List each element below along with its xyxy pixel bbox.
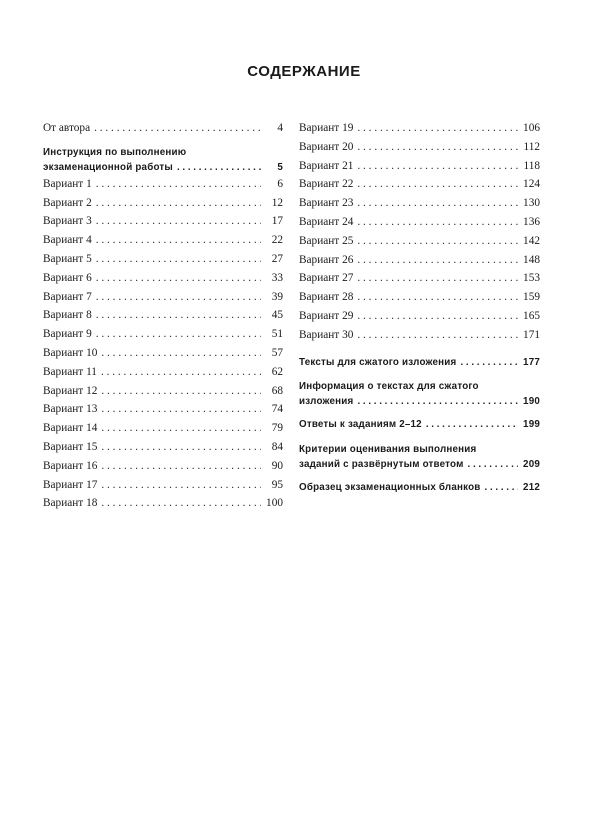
toc-entry-page: 17 — [271, 215, 283, 228]
toc-entry-label-line2: изложения — [299, 396, 354, 408]
toc-entry-variant[interactable] — [299, 119, 540, 138]
toc-entry-page: 118 — [523, 159, 540, 172]
toc-entry-label: Вариант 5 — [43, 252, 92, 265]
toc-entry[interactable] — [299, 416, 540, 435]
toc-entry-page: 39 — [271, 290, 283, 303]
toc-entry-page: 51 — [271, 328, 283, 341]
toc-entry-page: 165 — [523, 309, 540, 322]
toc-entry-page: 106 — [523, 122, 540, 134]
dot-leader — [357, 138, 518, 157]
toc-entry-label: От автора — [43, 122, 91, 134]
toc-entry-label: Вариант 28 — [299, 291, 354, 304]
toc-entry-label: Вариант 29 — [299, 309, 354, 322]
toc-entry-variant[interactable] — [43, 382, 283, 401]
toc-entry-page: 90 — [271, 459, 283, 472]
dot-leader — [357, 288, 518, 307]
dot-leader — [96, 194, 261, 213]
toc-entry[interactable] — [299, 479, 540, 498]
toc-entry-page: 62 — [271, 365, 283, 378]
toc-entry-variant[interactable] — [43, 175, 283, 194]
toc-entry-page: 199 — [523, 419, 540, 431]
toc-left-column — [43, 119, 283, 513]
toc-entry-label-line1: Информация о текстах для сжатого — [299, 381, 479, 393]
toc-entry-variant[interactable] — [43, 250, 283, 269]
toc-entry-variant[interactable] — [43, 438, 283, 457]
dot-leader — [96, 288, 261, 307]
toc-entry-label: Вариант 30 — [299, 328, 354, 341]
toc-entry-label: Тексты для сжатого изложения — [299, 356, 457, 368]
dot-leader — [177, 160, 261, 175]
toc-entry-label: Вариант 6 — [43, 271, 92, 284]
toc-entry-page: 212 — [523, 482, 540, 494]
toc-entry-label: Вариант 24 — [299, 215, 354, 228]
toc-entry[interactable] — [299, 354, 540, 373]
toc-entry-page: 100 — [266, 497, 283, 510]
dot-leader — [357, 194, 518, 213]
toc-entry-variant[interactable] — [43, 344, 283, 363]
toc-entry-variant[interactable] — [43, 194, 283, 213]
dot-leader — [357, 269, 518, 288]
dot-leader — [96, 325, 261, 344]
toc-entry-label: Вариант 3 — [43, 215, 92, 228]
toc-entry-page: 68 — [271, 384, 283, 397]
toc-entry-label: Вариант 25 — [299, 234, 354, 247]
toc-entry-page: 148 — [523, 253, 540, 266]
toc-entry-variant[interactable] — [299, 213, 540, 232]
toc-entry-label-line2: заданий с развёрнутым ответом — [299, 459, 464, 471]
dot-leader — [357, 175, 518, 194]
toc-entry-variant[interactable] — [299, 175, 540, 194]
toc-entry-label: Вариант 12 — [43, 384, 98, 397]
toc-entry-label: Вариант 2 — [43, 196, 92, 209]
toc-entry-page: 95 — [271, 478, 283, 491]
toc-entry-variant[interactable] — [43, 306, 283, 325]
toc-entry-variant[interactable] — [299, 194, 540, 213]
toc-entry-variant[interactable] — [299, 326, 540, 345]
page-title: СОДЕРЖАНИЕ — [247, 63, 361, 80]
toc-entry-label-line2: экзаменационной работы — [43, 161, 173, 173]
toc-entry-page: 159 — [523, 291, 540, 304]
toc-entry-variant[interactable] — [43, 494, 283, 513]
dot-leader — [101, 494, 261, 513]
toc-entry-variant[interactable] — [43, 288, 283, 307]
toc-entry[interactable] — [43, 119, 283, 138]
toc-entry-page: 84 — [271, 440, 283, 453]
toc-entry-page: 45 — [271, 309, 283, 322]
toc-entry[interactable] — [299, 379, 540, 409]
toc-entry-label: Вариант 16 — [43, 459, 98, 472]
dot-leader — [101, 382, 261, 401]
toc-entry-label: Вариант 18 — [43, 497, 98, 510]
toc-entry-variant[interactable] — [43, 419, 283, 438]
toc-entry-label: Вариант 13 — [43, 403, 98, 416]
toc-entry-variant[interactable] — [299, 138, 540, 157]
toc-entry-label-line1: Критерии оценивания выполнения — [299, 444, 477, 456]
toc-entry-variant[interactable] — [43, 231, 283, 250]
toc-entry-label: Вариант 20 — [299, 140, 354, 153]
toc-entry-variant[interactable] — [43, 269, 283, 288]
toc-entry-page: 79 — [271, 422, 283, 435]
toc-entry-page: 57 — [271, 346, 283, 359]
toc-entry-variant[interactable] — [43, 476, 283, 495]
toc-entry-page: 209 — [523, 459, 540, 471]
toc-entry-label: Вариант 1 — [43, 177, 92, 190]
dot-leader — [101, 476, 261, 495]
toc-entry-page: 112 — [523, 140, 540, 153]
dot-leader — [357, 119, 518, 138]
toc-entry-variant[interactable] — [299, 288, 540, 307]
toc-entry-label: Вариант 7 — [43, 290, 92, 303]
toc-entry-page: 190 — [523, 396, 540, 408]
toc-entry-variant[interactable] — [43, 457, 283, 476]
toc-entry-label-line1: Инструкция по выполнению — [43, 146, 187, 158]
dot-leader — [357, 232, 518, 251]
dot-leader — [485, 479, 518, 498]
dot-leader — [101, 438, 261, 457]
dot-leader — [101, 363, 261, 382]
toc-entry-page: 130 — [523, 197, 540, 210]
toc-entry-label: Вариант 27 — [299, 272, 354, 285]
dot-leader — [96, 231, 261, 250]
dot-leader — [96, 250, 261, 269]
toc-entry-variant[interactable] — [299, 232, 540, 251]
dot-leader — [357, 157, 518, 176]
dot-leader — [96, 212, 261, 231]
toc-entry-label: Вариант 26 — [299, 253, 354, 266]
dot-leader — [357, 394, 518, 409]
dot-leader — [101, 400, 261, 419]
toc-right-column — [299, 119, 540, 498]
toc-entry-label: Вариант 23 — [299, 197, 354, 210]
toc-entry[interactable] — [299, 442, 540, 472]
toc-entry-variant[interactable] — [43, 212, 283, 231]
dot-leader — [357, 307, 518, 326]
dot-leader — [96, 175, 261, 194]
toc-entry-variant[interactable] — [299, 269, 540, 288]
toc-entry-label: Вариант 15 — [43, 440, 98, 453]
toc-entry[interactable] — [43, 145, 283, 175]
dot-leader — [96, 269, 261, 288]
toc-entry-label: Вариант 17 — [43, 478, 98, 491]
toc-entry-variant[interactable] — [299, 251, 540, 270]
toc-entry-label: Вариант 19 — [299, 122, 354, 134]
toc-entry-label: Вариант 4 — [43, 234, 92, 247]
dot-leader — [426, 416, 518, 435]
toc-entry-variant[interactable] — [299, 307, 540, 326]
dot-leader — [101, 419, 261, 438]
toc-entry-label: Вариант 22 — [299, 178, 354, 191]
toc-entry-label: Вариант 21 — [299, 159, 354, 172]
toc-entry-label: Вариант 8 — [43, 309, 92, 322]
toc-entry-label: Вариант 9 — [43, 328, 92, 341]
toc-entry-variant[interactable] — [43, 325, 283, 344]
toc-entry-variant[interactable] — [43, 363, 283, 382]
dot-leader — [460, 354, 518, 373]
toc-entry-page: 5 — [277, 161, 283, 173]
toc-entry-label: Вариант 14 — [43, 422, 98, 435]
dot-leader — [357, 213, 518, 232]
toc-entry-page: 27 — [271, 252, 283, 265]
toc-entry-label: Вариант 11 — [43, 365, 97, 378]
toc-entry-page: 124 — [523, 178, 540, 191]
dot-leader — [357, 251, 518, 270]
toc-entry-page: 142 — [523, 234, 540, 247]
toc-entry-page: 177 — [523, 356, 540, 368]
toc-entry-variant[interactable] — [43, 400, 283, 419]
toc-entry-page: 171 — [523, 328, 540, 341]
toc-entry-label: Вариант 10 — [43, 346, 98, 359]
dot-leader — [468, 457, 518, 472]
toc-entry-variant[interactable] — [299, 157, 540, 176]
toc-entry-page: 12 — [271, 196, 283, 209]
toc-entry-page: 4 — [277, 122, 283, 134]
toc-entry-page: 22 — [271, 234, 283, 247]
toc-entry-page: 136 — [523, 215, 540, 228]
dot-leader — [96, 306, 261, 325]
dot-leader — [357, 326, 518, 345]
toc-entry-page: 33 — [271, 271, 283, 284]
toc-entry-label: Ответы к заданиям 2–12 — [299, 419, 422, 431]
toc-entry-page: 153 — [523, 272, 540, 285]
dot-leader — [101, 457, 261, 476]
toc-entry-label: Образец экзаменационных бланков — [299, 482, 481, 494]
dot-leader — [101, 344, 261, 363]
toc-entry-page: 6 — [277, 177, 283, 190]
toc-entry-page: 74 — [271, 403, 283, 416]
dot-leader — [94, 119, 261, 138]
